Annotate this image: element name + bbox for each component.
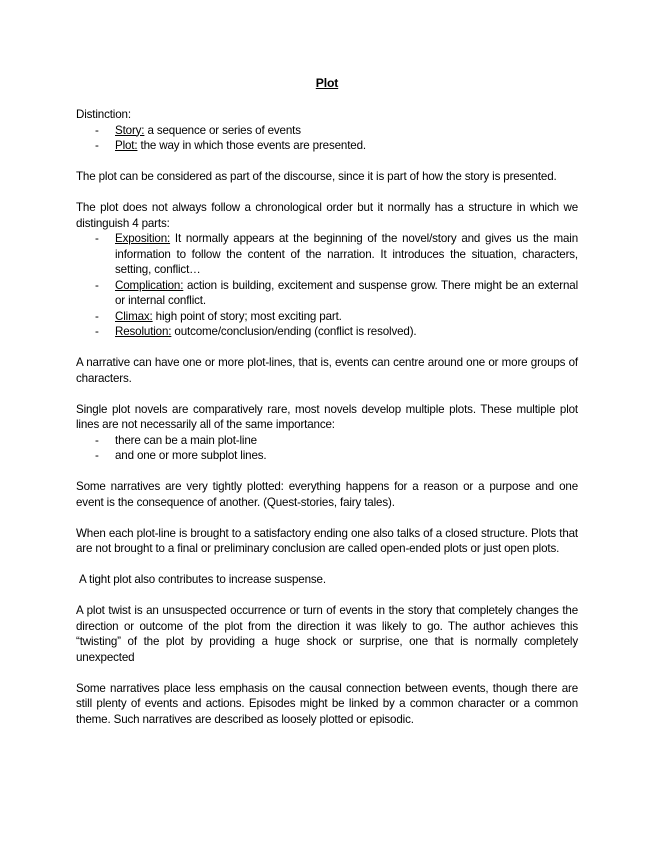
dash-bullet: -: [95, 123, 99, 137]
term-complication: Complication:: [115, 278, 184, 292]
definition-story: a sequence or series of events: [144, 123, 301, 137]
paragraph-plot-twist: A plot twist is an unsuspected occurrence or turn of events in the story that completely changes the direction or outcome of the plot from the direction it was likely to go. The author achieves this “twisting” of the plot by providing a huge shock or surprise, one that is normally completely unexpected: [76, 604, 578, 664]
list-item: [76, 309, 578, 325]
list-item: [76, 138, 578, 154]
paragraph-tight-plot: Some narratives are very tightly plotted: everything happens for a reason or a purpose and one event is the consequence of another. (Quest-stories, fairy tales).: [76, 480, 578, 509]
list-item: [76, 324, 578, 340]
document-body: [76, 76, 578, 743]
list-item-text: there can be a main plot-line: [115, 433, 257, 447]
list-item: [76, 278, 578, 309]
paragraph-episodic: Some narratives place less emphasis on the causal connection between events, though there are still plenty of events and actions. Episodes might be linked by a common character or a common theme. Such narratives are described as loosely plotted or episodic.: [76, 681, 578, 726]
dash-bullet: -: [95, 433, 99, 447]
list-item-text: and one or more subplot lines.: [115, 449, 267, 462]
paragraph-plotlines: A narrative can have one or more plot-lines, that is, events can centre around one or more groups of characters.: [76, 356, 578, 385]
list-item: [76, 433, 578, 449]
page-title: Plot: [315, 76, 339, 90]
definition-resolution: outcome/conclusion/ending (conflict is resolved).: [171, 325, 417, 338]
distinction-list: [76, 123, 578, 154]
paragraph-suspense: A tight plot also contributes to increase suspense.: [79, 573, 326, 586]
dash-bullet: -: [95, 309, 99, 323]
paragraph-discourse: The plot can be considered as part of the discourse, since it is part of how the story is presented.: [76, 170, 557, 183]
list-item: [76, 448, 578, 464]
dash-bullet: -: [95, 325, 99, 338]
dash-bullet: -: [95, 232, 99, 245]
dash-bullet: -: [95, 139, 99, 152]
term-exposition: Exposition:: [115, 232, 171, 245]
single-plot-list: [76, 433, 578, 464]
definition-climax: high point of story; most exciting part.: [152, 309, 342, 323]
structure-list: [76, 231, 578, 340]
distinction-heading: Distinction:: [76, 108, 131, 121]
structure-intro: The plot does not always follow a chronological order but it normally has a structure in which we distinguish 4 parts:: [76, 201, 578, 230]
definition-complication: action is building, excitement and suspense grow. There might be an external or internal conflict.: [115, 278, 578, 307]
list-item: [76, 231, 578, 278]
single-plot-intro: Single plot novels are comparatively rare, most novels develop multiple plots. These multiple plot lines are not necessarily all of the same importance:: [76, 402, 578, 431]
term-climax: Climax:: [115, 309, 153, 323]
term-resolution: Resolution:: [115, 325, 172, 338]
paragraph-closed-structure: When each plot-line is brought to a satisfactory ending one also talks of a closed structure. Plots that are not brought to a final or preliminary conclusion are called open-ended plots or just open plots.: [76, 526, 578, 555]
definition-exposition: It normally appears at the beginning of the novel/story and gives us the main information to follow the content of the narration. It introduces the situation, characters, setting, conflict…: [115, 232, 578, 276]
term-story: Story:: [115, 123, 145, 137]
term-plot: Plot:: [115, 139, 138, 152]
definition-plot: the way in which those events are presented.: [137, 139, 366, 152]
dash-bullet: -: [95, 278, 99, 292]
list-item: [76, 123, 578, 139]
dash-bullet: -: [95, 449, 99, 462]
